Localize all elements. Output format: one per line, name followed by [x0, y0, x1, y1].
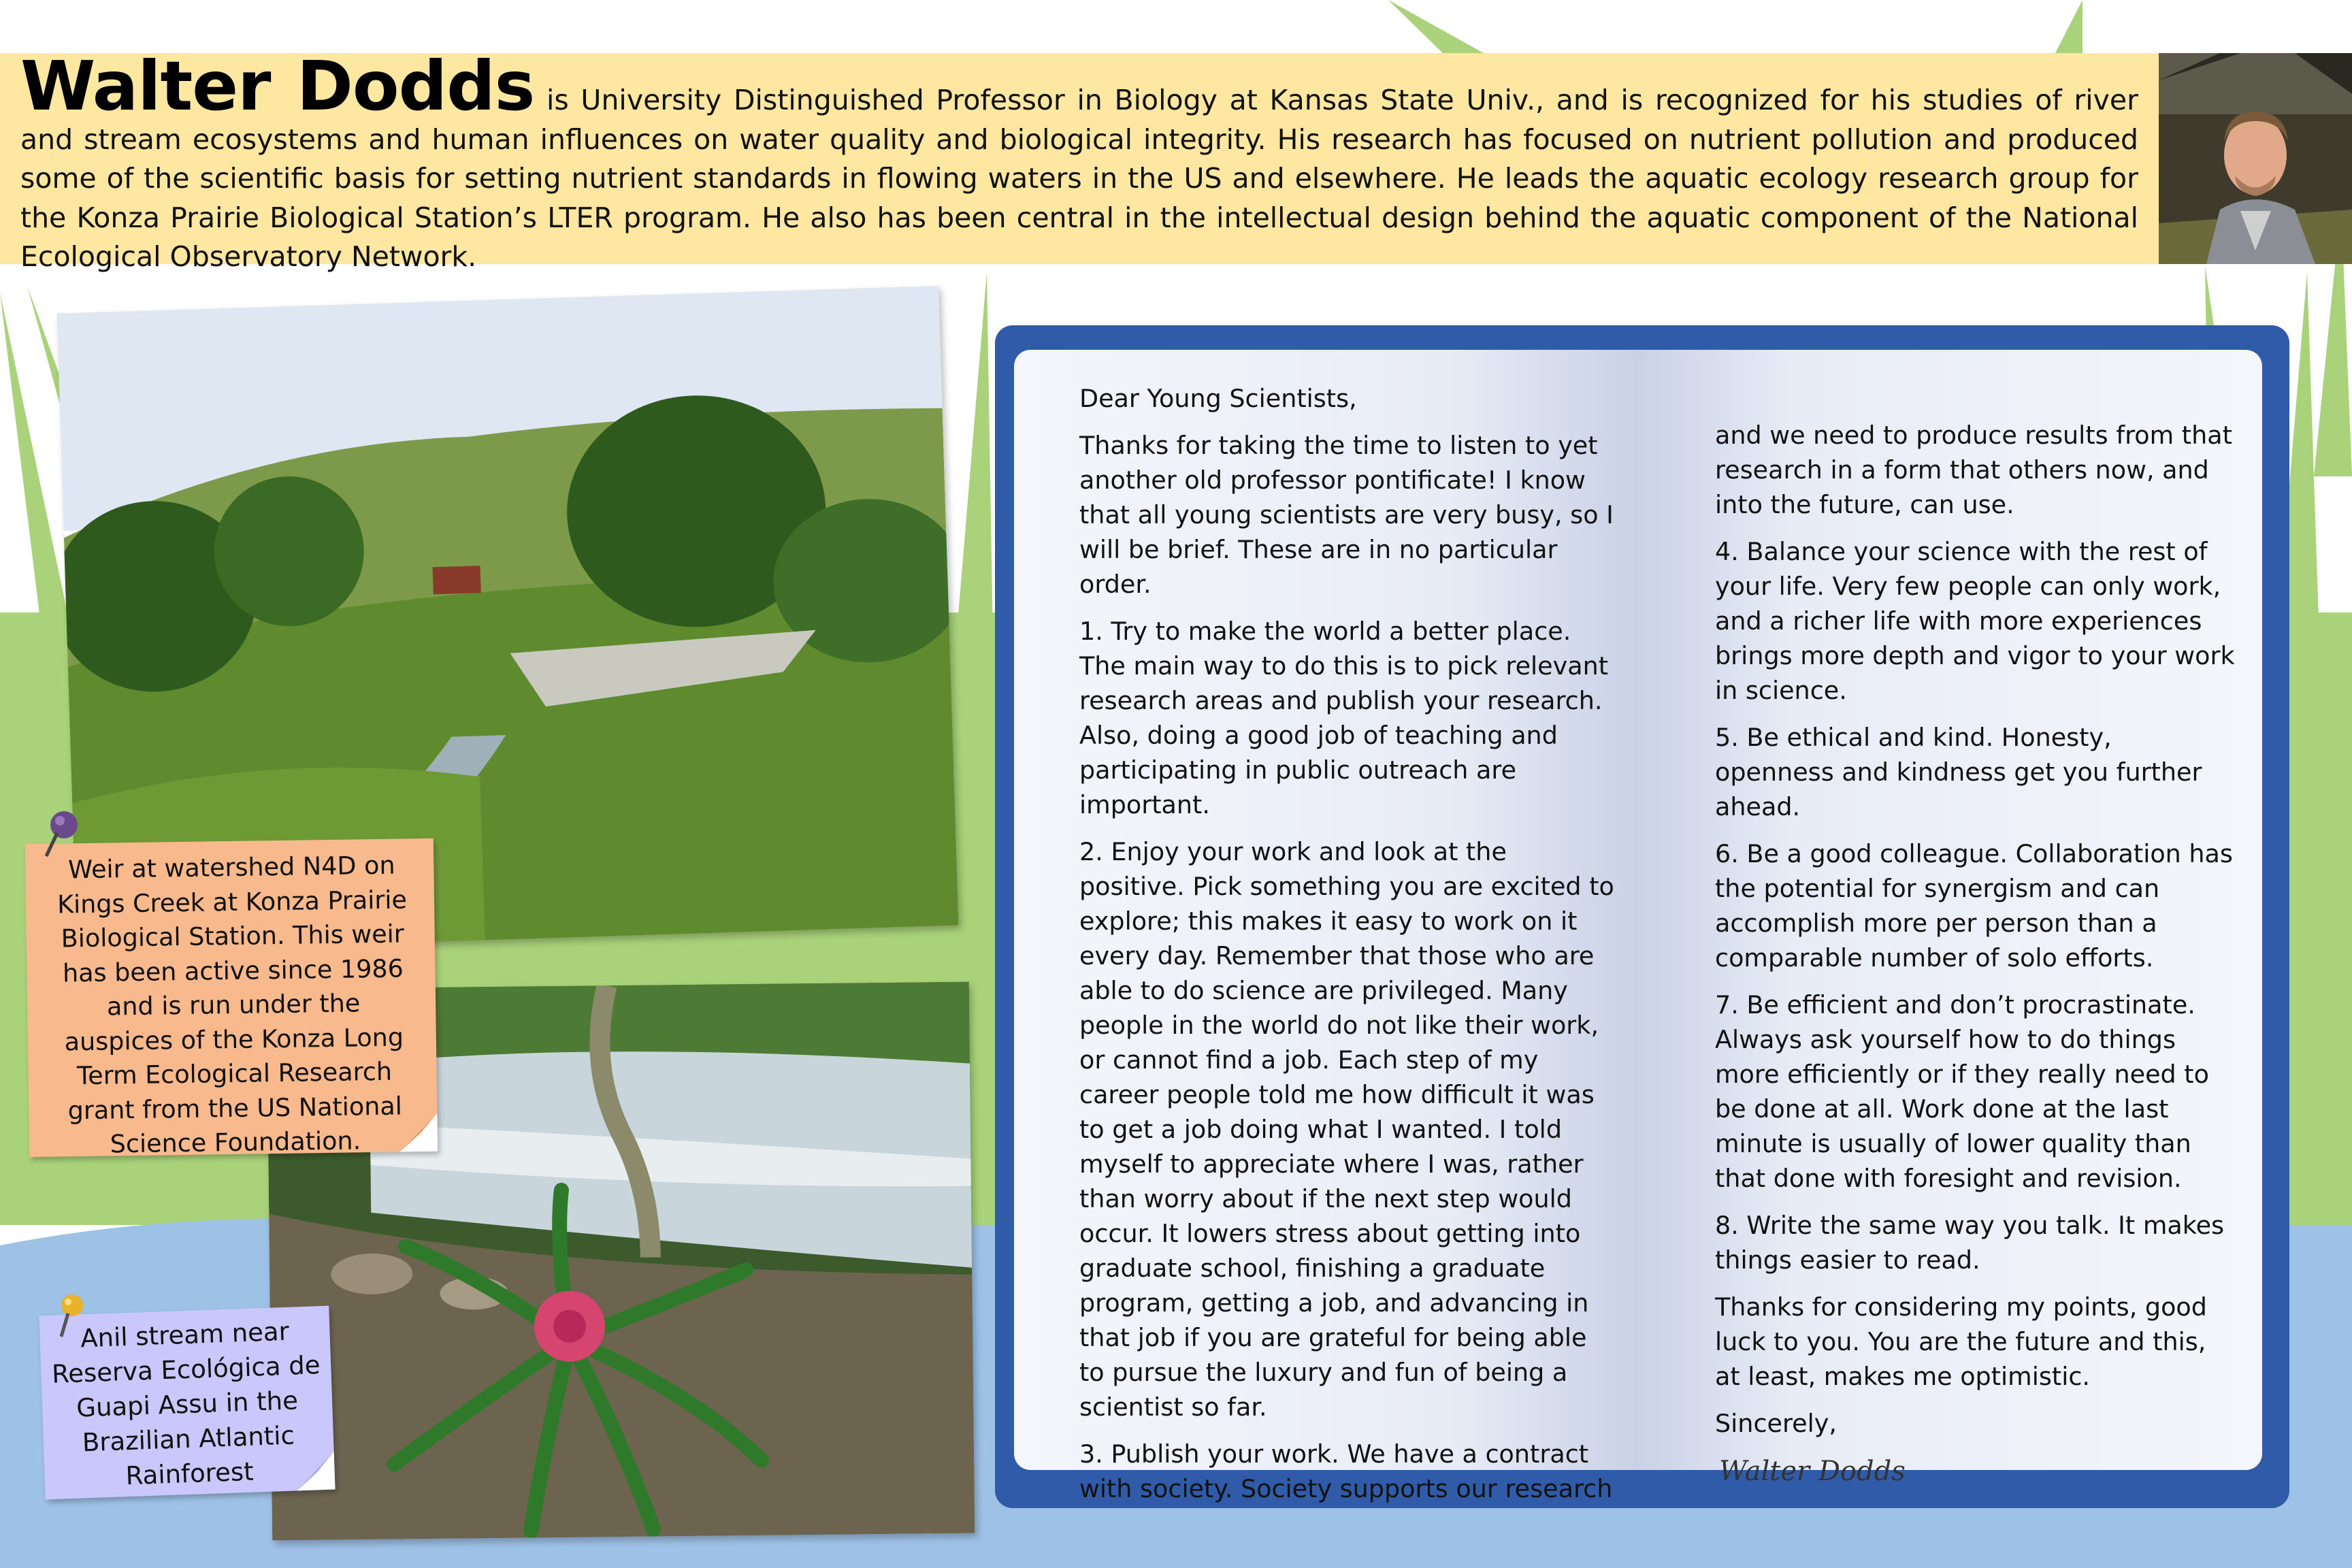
letter-closing: Thanks for considering my points, good luck to you. You are the future and this, at least, makes me optimistic. [1715, 1292, 2207, 1391]
letter-point-7: 7. Be efficient and don’t procrastinate. Always ask yourself how to do things more efficiently or if they really need to be done at all. Work done at the last minute is usually of lower quality than that done with foresight and revision. [1715, 990, 2209, 1193]
open-book [995, 325, 2289, 1508]
bio-paragraph [20, 46, 2139, 277]
letter-signoff: Sincerely, [1715, 1409, 1837, 1438]
caption-note-weir [25, 838, 438, 1157]
letter-point-4: 4. Balance your science with the rest of your life. Very few people can only work, and a richer life with more experiences brings more depth and vigor to your work in science. [1715, 537, 2235, 705]
letter-point-2: 2. Enjoy your work and look at the positive. Pick something you are excited to explore; this makes it easy to work on it every day. Remember that those who are able to do science are privileged. Many people in the world do not like their work, or cannot find a job. Each step of my career people told me how difficult it was to get a job doing what I wanted. I told myself to appreciate where I was, rather than worry about if the next step would occur. It lowers stress about getting into graduate school, finishing a graduate program, getting a job, and advancing in that job if you are grateful for being able to pursue the luxury and fun of being a scientist so far. [1079, 837, 1614, 1422]
bio-header [0, 46, 2159, 273]
book-page-right [1637, 350, 2262, 1487]
letter-point-3-end: and we need to produce results from that research in a form that others now, and into the future, can use. [1715, 421, 2232, 519]
note-fold-corner [296, 1452, 336, 1491]
letter-signature: Walter Dodds [1719, 1456, 1906, 1487]
letter-point-5: 5. Be ethical and kind. Honesty, openness and kindness get you further ahead. [1715, 723, 2202, 821]
pushpin-purple-icon [37, 808, 84, 863]
grass-blade [1388, 0, 1484, 53]
caption-stream-text: Anil stream near Reserva Ecológica de Guapi Assu in the Brazilian Atlantic Rainforest [51, 1316, 321, 1491]
letter-point-6: 6. Be a good colleague. Collaboration has the potential for synergism and can accomplish more per person than a comparable number of solo efforts. [1715, 839, 2233, 973]
professor-name: Walter Dodds [20, 46, 535, 126]
caption-weir-text: Weir at watershed N4D on Kings Creek at Konza Prairie Biological Station. This weir has been active since 1986 and is run under the auspices of the Konza Long Term Ecological Research grant from the US National Science Foundation. [56, 850, 408, 1159]
portrait-photo [2159, 53, 2352, 264]
letter-point-3-start: 3. Publish your work. We have a contract with society. Society supports our research [1079, 1439, 1613, 1503]
note-fold-corner [399, 1113, 438, 1152]
letter-point-1: 1. Try to make the world a better place. The main way to do this is to pick relevant research areas and publish your research. Also, doing a good job of teaching and participating in public outreach are important. [1079, 617, 1609, 819]
pushpin-yellow-icon [48, 1292, 95, 1346]
letter-greeting: Dear Young Scientists, [1079, 384, 1357, 413]
bio-text: is University Distinguished Professor in Biology at Kansas State Univ., and is recognized for his studies of river and stream ecosystems and human influences on water quality and biological integrity. His research has focused on nutrient pollution and produced some of the scientific basis for setting nutrient standards in flowing waters in the US and elsewhere. He leads the aquatic ecology research group for the Konza Prairie Biological Station’s LTER program. He also has been central in the intellectual design behind the aquatic component of the National Ecological Observatory Network. [20, 84, 2139, 273]
grass-blade [2055, 0, 2082, 53]
book-page-left [1014, 350, 1637, 1503]
letter-intro: Thanks for taking the time to listen to yet another old professor pontificate! I know that all young scientists are very busy, so I will be brief. These are in no particular order. [1079, 431, 1614, 599]
letter-point-8: 8. Write the same way you talk. It makes things easier to read. [1715, 1211, 2225, 1275]
